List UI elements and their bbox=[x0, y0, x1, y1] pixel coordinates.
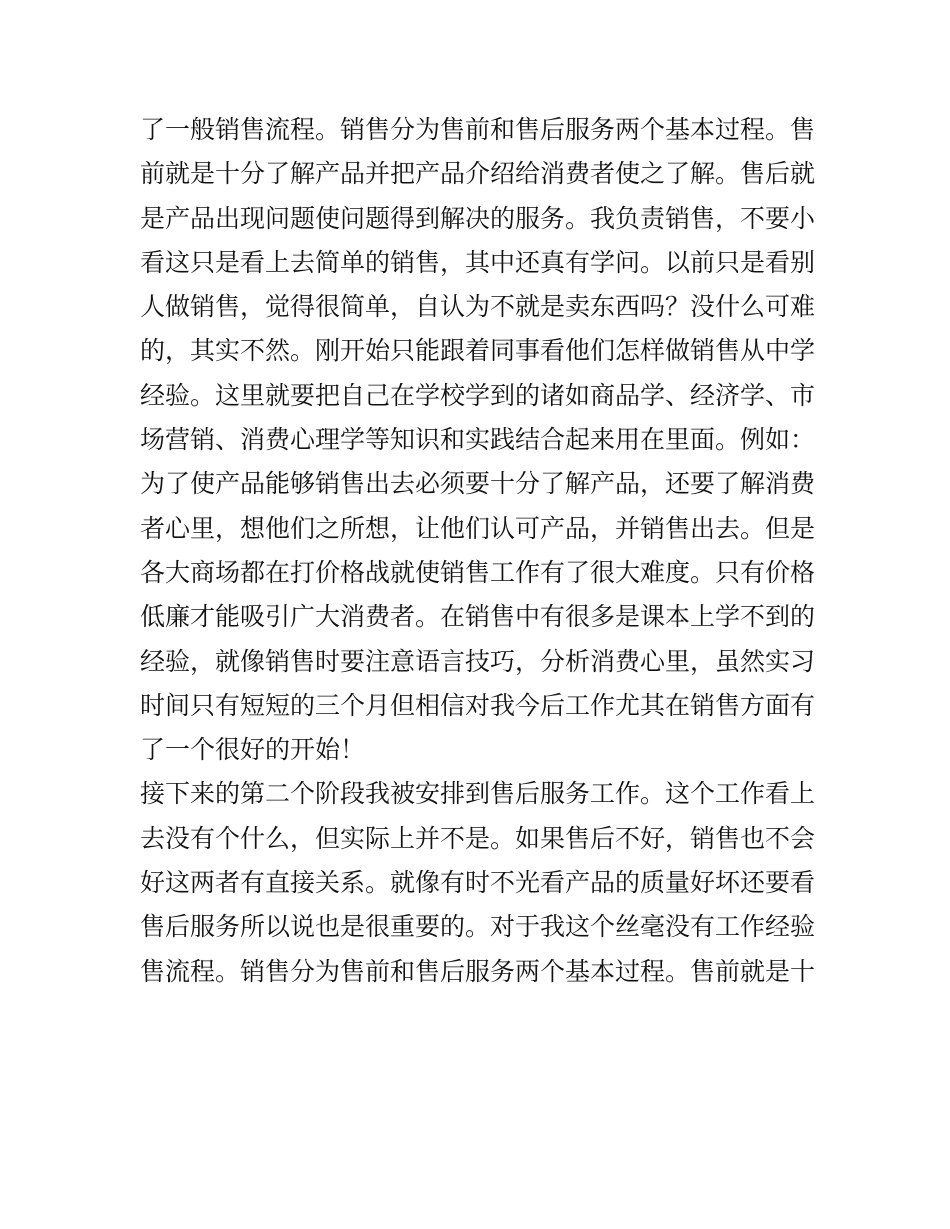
text-line: 售流程。销售分为售前和售后服务两个基本过程。售前就是十 bbox=[140, 956, 816, 986]
body-text bbox=[140, 108, 820, 994]
text-line: 场营销、消费心理学等知识和实践结合起来用在里面。例如： bbox=[140, 425, 816, 455]
text-line: 是产品出现问题使问题得到解决的服务。我负责销售，不要小 bbox=[140, 203, 816, 233]
text-line: 的，其实不然。刚开始只能跟着同事看他们怎样做销售从中学 bbox=[140, 336, 816, 366]
text-line: 经验，就像销售时要注意语言技巧，分析消费心里，虽然实习 bbox=[140, 646, 816, 676]
text-line: 售后服务所以说也是很重要的。对于我这个丝毫没有工作经验 bbox=[140, 912, 816, 942]
text-line: 前就是十分了解产品并把产品介绍给消费者使之了解。售后就 bbox=[140, 159, 816, 189]
text-line: 接下来的第二个阶段我被安排到售后服务工作。这个工作看上 bbox=[140, 779, 816, 809]
text-line: 人做销售，觉得很简单，自认为不就是卖东西吗？没什么可难 bbox=[140, 292, 816, 322]
text-line: 时间只有短短的三个月但相信对我今后工作尤其在销售方面有 bbox=[140, 690, 816, 720]
text-line: 了一个很好的开始！ bbox=[140, 735, 366, 765]
text-line: 看这只是看上去简单的销售，其中还真有学问。以前只是看别 bbox=[140, 247, 816, 277]
text-line: 去没有个什么，但实际上并不是。如果售后不好，销售也不会 bbox=[140, 823, 816, 853]
text-line: 经验。这里就要把自己在学校学到的诸如商品学、经济学、市 bbox=[140, 380, 816, 410]
text-line: 者心里，想他们之所想，让他们认可产品，并销售出去。但是 bbox=[140, 513, 816, 543]
text-line: 为了使产品能够销售出去必须要十分了解产品，还要了解消费 bbox=[140, 469, 816, 499]
text-line: 低廉才能吸引广大消费者。在销售中有很多是课本上学不到的 bbox=[140, 602, 816, 632]
text-line: 各大商场都在打价格战就使销售工作有了很大难度。只有价格 bbox=[140, 557, 816, 587]
text-line: 好这两者有直接关系。就像有时不光看产品的质量好坏还要看 bbox=[140, 868, 816, 898]
text-line: 了一般销售流程。销售分为售前和售后服务两个基本过程。售 bbox=[140, 115, 816, 144]
